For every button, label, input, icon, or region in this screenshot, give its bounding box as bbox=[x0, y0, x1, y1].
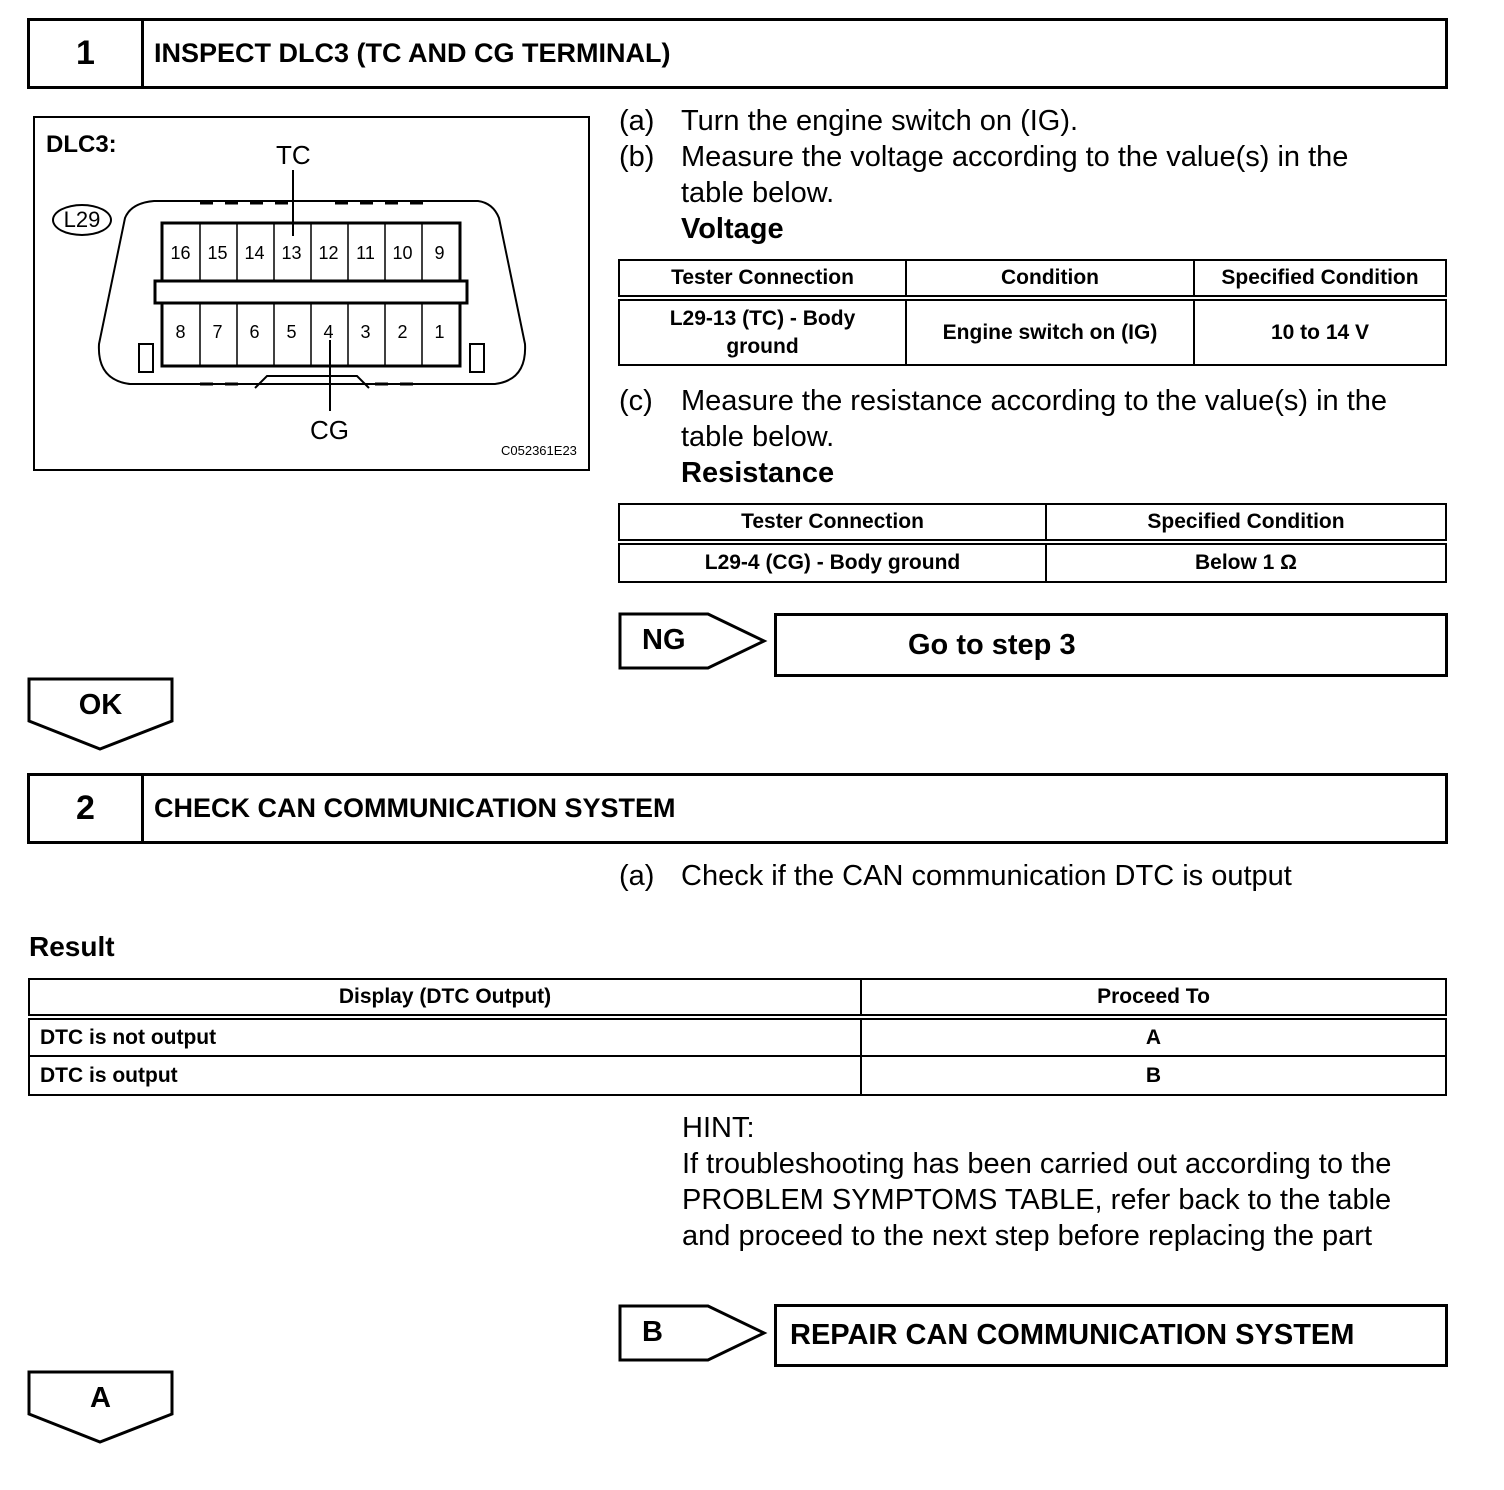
result-heading: Result bbox=[29, 931, 115, 962]
step-title: CHECK CAN COMMUNICATION SYSTEM bbox=[154, 793, 676, 823]
table-header: Specified Condition bbox=[1046, 504, 1446, 542]
hint-block bbox=[682, 1110, 1482, 1254]
hint-line: PROBLEM SYMPTOMS TABLE, refer back to the table bbox=[682, 1184, 1392, 1216]
instruction-text-line1: Measure the voltage according to the value(s) in the bbox=[681, 141, 1349, 173]
pin-number: 10 bbox=[392, 243, 413, 263]
pin-number: 8 bbox=[175, 322, 186, 342]
step-number: 1 bbox=[30, 21, 144, 86]
pin-number: 5 bbox=[286, 322, 297, 342]
tc-label: TC bbox=[276, 140, 311, 170]
table-header: Condition bbox=[906, 260, 1194, 298]
b-label: B bbox=[642, 1316, 663, 1348]
instruction-label: (b) bbox=[619, 141, 655, 173]
hint-label: HINT: bbox=[682, 1112, 755, 1144]
b-action-text: REPAIR CAN COMMUNICATION SYSTEM bbox=[790, 1319, 1355, 1351]
table-header: Display (DTC Output) bbox=[29, 979, 861, 1017]
table-cell: DTC is output bbox=[29, 1056, 861, 1095]
arrow-right-icon bbox=[618, 1304, 768, 1362]
instruction-text-line2: table below. bbox=[681, 421, 835, 453]
pin-number: 6 bbox=[249, 322, 260, 342]
b-action-box bbox=[774, 1304, 1448, 1367]
voltage-heading: Voltage bbox=[681, 213, 784, 245]
a-flow-arrow bbox=[27, 1370, 174, 1445]
table-row bbox=[619, 298, 1446, 365]
figure-label: DLC3: bbox=[46, 131, 117, 158]
ok-label: OK bbox=[78, 689, 123, 721]
pin-number: 1 bbox=[434, 322, 445, 342]
table-cell: Below 1 Ω bbox=[1046, 542, 1446, 582]
arrow-right-icon bbox=[618, 612, 768, 670]
table-cell bbox=[619, 298, 906, 365]
table-header: Specified Condition bbox=[1194, 260, 1446, 298]
ng-label: NG bbox=[642, 624, 686, 656]
table-cell: A bbox=[861, 1017, 1446, 1056]
instruction-text-line2: table below. bbox=[681, 177, 835, 209]
table-header: Tester Connection bbox=[619, 260, 906, 298]
table-cell: DTC is not output bbox=[29, 1017, 861, 1056]
hint-line: and proceed to the next step before replacing the part bbox=[682, 1220, 1373, 1252]
instruction-text-line1: Measure the resistance according to the value(s) in the bbox=[681, 385, 1388, 417]
step-title: INSPECT DLC3 (TC AND CG TERMINAL) bbox=[154, 38, 671, 68]
pin-number: 13 bbox=[281, 243, 302, 263]
pin-number: 9 bbox=[434, 243, 445, 263]
instruction-a bbox=[619, 103, 1439, 139]
pin-number: 12 bbox=[318, 243, 339, 263]
pin-number: 15 bbox=[207, 243, 228, 263]
pin-number: 14 bbox=[244, 243, 265, 263]
instruction-a bbox=[619, 858, 1439, 894]
hint-line: If troubleshooting has been carried out according to the bbox=[682, 1148, 1392, 1180]
instruction-text: Check if the CAN communication DTC is output bbox=[681, 860, 1292, 892]
a-label: A bbox=[90, 1382, 111, 1414]
cg-label: CG bbox=[310, 415, 349, 445]
pin-number: 3 bbox=[360, 322, 371, 342]
instruction-b bbox=[619, 139, 1439, 249]
b-flag bbox=[618, 1304, 768, 1362]
step-2-header bbox=[27, 773, 1448, 844]
connector-id: L29 bbox=[63, 207, 101, 232]
table-row bbox=[29, 1017, 1446, 1056]
instruction-text: Turn the engine switch on (IG). bbox=[681, 105, 1079, 137]
ok-flow-arrow bbox=[27, 677, 174, 752]
voltage-table bbox=[618, 259, 1447, 366]
ng-flag bbox=[618, 612, 768, 670]
ng-action-text: Go to step 3 bbox=[908, 628, 1076, 661]
pin-number: 7 bbox=[212, 322, 223, 342]
resistance-heading: Resistance bbox=[681, 457, 835, 489]
step-1-header bbox=[27, 18, 1448, 89]
figure-code: C052361E23 bbox=[501, 443, 577, 458]
table-header: Tester Connection bbox=[619, 504, 1046, 542]
cell-text-line2: ground bbox=[726, 334, 799, 358]
cell-text-line1: L29-13 (TC) - Body bbox=[669, 306, 856, 330]
table-row bbox=[29, 1056, 1446, 1095]
pin-number: 16 bbox=[170, 243, 191, 263]
table-cell: B bbox=[861, 1056, 1446, 1095]
table-cell: 10 to 14 V bbox=[1194, 298, 1446, 365]
resistance-table bbox=[618, 503, 1447, 583]
ng-action-box bbox=[774, 613, 1448, 677]
instruction-c bbox=[619, 383, 1449, 493]
pin-number: 11 bbox=[356, 243, 375, 263]
table-header: Proceed To bbox=[861, 979, 1446, 1017]
dlc3-figure bbox=[33, 116, 590, 471]
pin-number: 2 bbox=[397, 322, 408, 342]
table-cell: Engine switch on (IG) bbox=[906, 298, 1194, 365]
table-cell: L29-4 (CG) - Body ground bbox=[619, 542, 1046, 582]
result-table bbox=[28, 978, 1447, 1096]
pin-number: 4 bbox=[323, 322, 334, 342]
table-row bbox=[619, 542, 1446, 582]
step-number: 2 bbox=[30, 776, 144, 841]
instruction-label: (a) bbox=[619, 860, 655, 892]
instruction-label: (a) bbox=[619, 105, 655, 137]
instruction-label: (c) bbox=[619, 385, 653, 417]
connector-drawing bbox=[35, 118, 590, 471]
